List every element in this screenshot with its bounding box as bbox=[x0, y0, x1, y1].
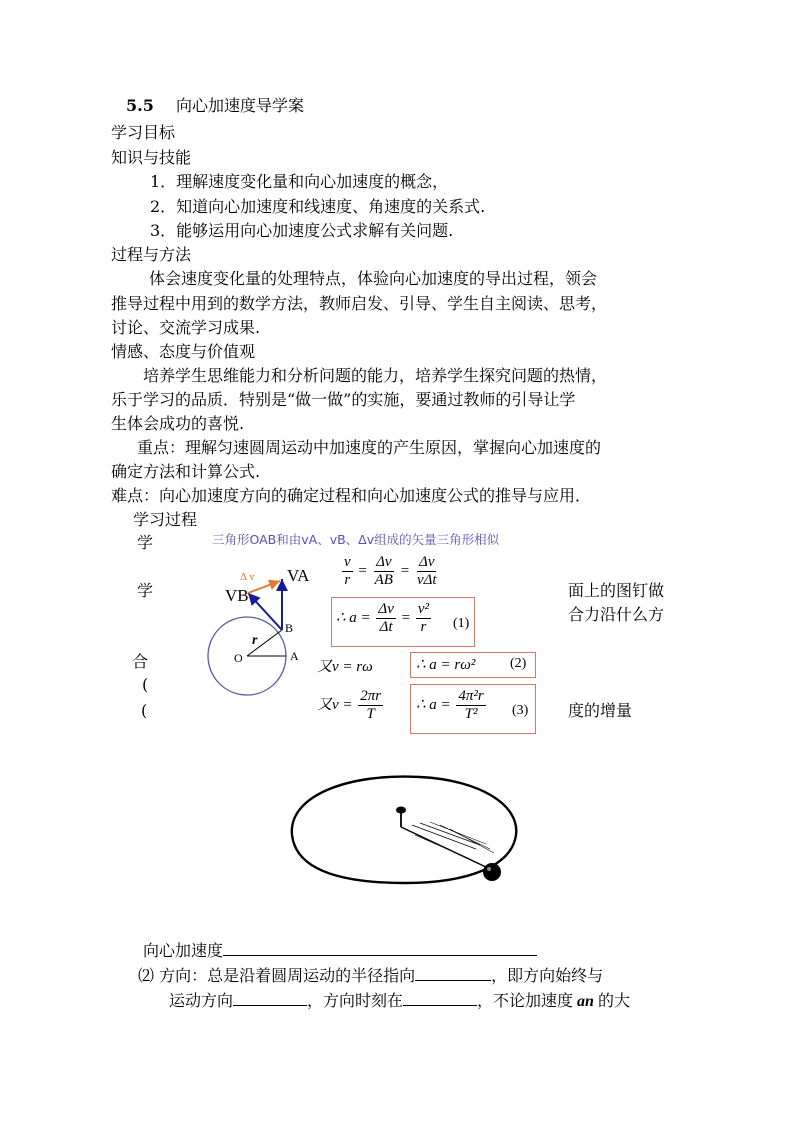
covered-text: ( bbox=[141, 701, 148, 720]
equation-1: ∴ a = $\frac{\Delta v}{\Delta t}$ = $\frac{\text{v²}}{r}$ bbox=[336, 601, 430, 635]
covered-text: 面上的图钉做 bbox=[568, 581, 665, 600]
covered-text: ( bbox=[142, 675, 149, 694]
a-label: A bbox=[290, 649, 299, 663]
knowledge-heading: 知识与技能 bbox=[111, 148, 192, 167]
equation-2-rhs: ∴ a = rω² bbox=[416, 657, 476, 673]
process-line: 推导过程中用到的数学方法，教师启发、引导、学生自主阅读、思考， bbox=[111, 294, 608, 313]
key-points-line: 确定方法和计算公式. bbox=[111, 462, 261, 481]
answer-blank[interactable] bbox=[223, 937, 537, 956]
direction-line-1: ⑵ 方向：总是沿着圆周运动的半径指向 ，即方向始终与 bbox=[138, 962, 603, 987]
centripetal-label: 向心加速度 bbox=[143, 937, 537, 962]
attitude-heading: 情感、态度与价值观 bbox=[111, 342, 256, 361]
answer-blank[interactable] bbox=[415, 962, 491, 981]
pin bbox=[396, 807, 406, 814]
attitude-line: 乐于学习的品质．特别是“做一做”的实施，要通过教师的引导让学 bbox=[111, 390, 576, 409]
lesson-number: 5.5 bbox=[126, 96, 154, 115]
vb-label: VB bbox=[225, 586, 249, 605]
knowledge-item: 3．能够运用向心加速度公式求解有关问题. bbox=[150, 221, 454, 240]
string bbox=[401, 827, 488, 868]
delta-v-label: Δ v bbox=[240, 571, 255, 583]
knowledge-item: 1．理解速度变化量和向心加速度的概念， bbox=[150, 172, 449, 191]
covered-text: 学 bbox=[137, 533, 154, 552]
equation-2-tag: (2) bbox=[510, 656, 527, 671]
figure-caption: 三角形OAB和由vA、vB、Δv组成的矢量三角形相似 bbox=[212, 532, 500, 547]
knowledge-item: 2．知道向心加速度和线速度、角速度的关系式. bbox=[150, 197, 486, 216]
answer-blank[interactable] bbox=[233, 987, 307, 1006]
covered-text: 学 bbox=[137, 581, 154, 600]
equation-1-tag: (1) bbox=[453, 616, 470, 631]
equation-2-lhs: 又v = rω bbox=[317, 659, 373, 675]
va-label: VA bbox=[287, 566, 310, 585]
o-label: O bbox=[234, 651, 243, 665]
attitude-line: 培养学生思维能力和分析问题的能力，培养学生探究问题的热情， bbox=[143, 366, 608, 385]
process-heading: 过程与方法 bbox=[111, 245, 192, 264]
process-line: 讨论、交流学习成果. bbox=[111, 318, 261, 337]
equation-3-rhs: ∴ a = $\frac{\text{4π²r}}{\text{T²}}$ bbox=[416, 688, 484, 722]
direction-line-2: 运动方向 ，方向时刻在 ，不论加速度 an 的大 bbox=[169, 987, 630, 1013]
covered-text: 合 bbox=[132, 652, 149, 671]
goals-heading: 学习目标 bbox=[111, 123, 176, 142]
covered-text: 合力沿什么方 bbox=[568, 605, 665, 624]
process-section-heading: 学习过程 bbox=[133, 510, 198, 529]
ball bbox=[483, 863, 501, 881]
similarity-equation: $\frac{v}{r}$ = $\frac{\Delta v}{AB}$ = $\frac{\Delta v}{\text{vΔt}}$ bbox=[344, 554, 437, 588]
difficulty-line: 难点：向心加速度方向的确定过程和向心加速度公式的推导与应用． bbox=[111, 486, 592, 505]
equation-3-tag: (3) bbox=[512, 703, 529, 718]
b-label: B bbox=[285, 621, 294, 635]
velocity-b-arrow bbox=[248, 593, 282, 630]
answer-blank[interactable] bbox=[403, 987, 477, 1006]
covered-text: 度的增量 bbox=[568, 701, 633, 720]
key-points-line: 重点：理解匀速圆周运动中加速度的产生原因，掌握向心加速度的 bbox=[137, 438, 602, 457]
attitude-line: 生体会成功的喜悦. bbox=[111, 414, 245, 433]
r-label: r bbox=[252, 633, 258, 648]
page-title: 向心加速度导学案 bbox=[176, 96, 305, 115]
equation-3-lhs: 又v = $\frac{2\pi r}{T}$ bbox=[317, 688, 382, 722]
pin-ball-illustration bbox=[280, 765, 530, 890]
process-line: 体会速度变化量的处理特点，体验向心加速度的导出过程，领会 bbox=[149, 269, 598, 288]
